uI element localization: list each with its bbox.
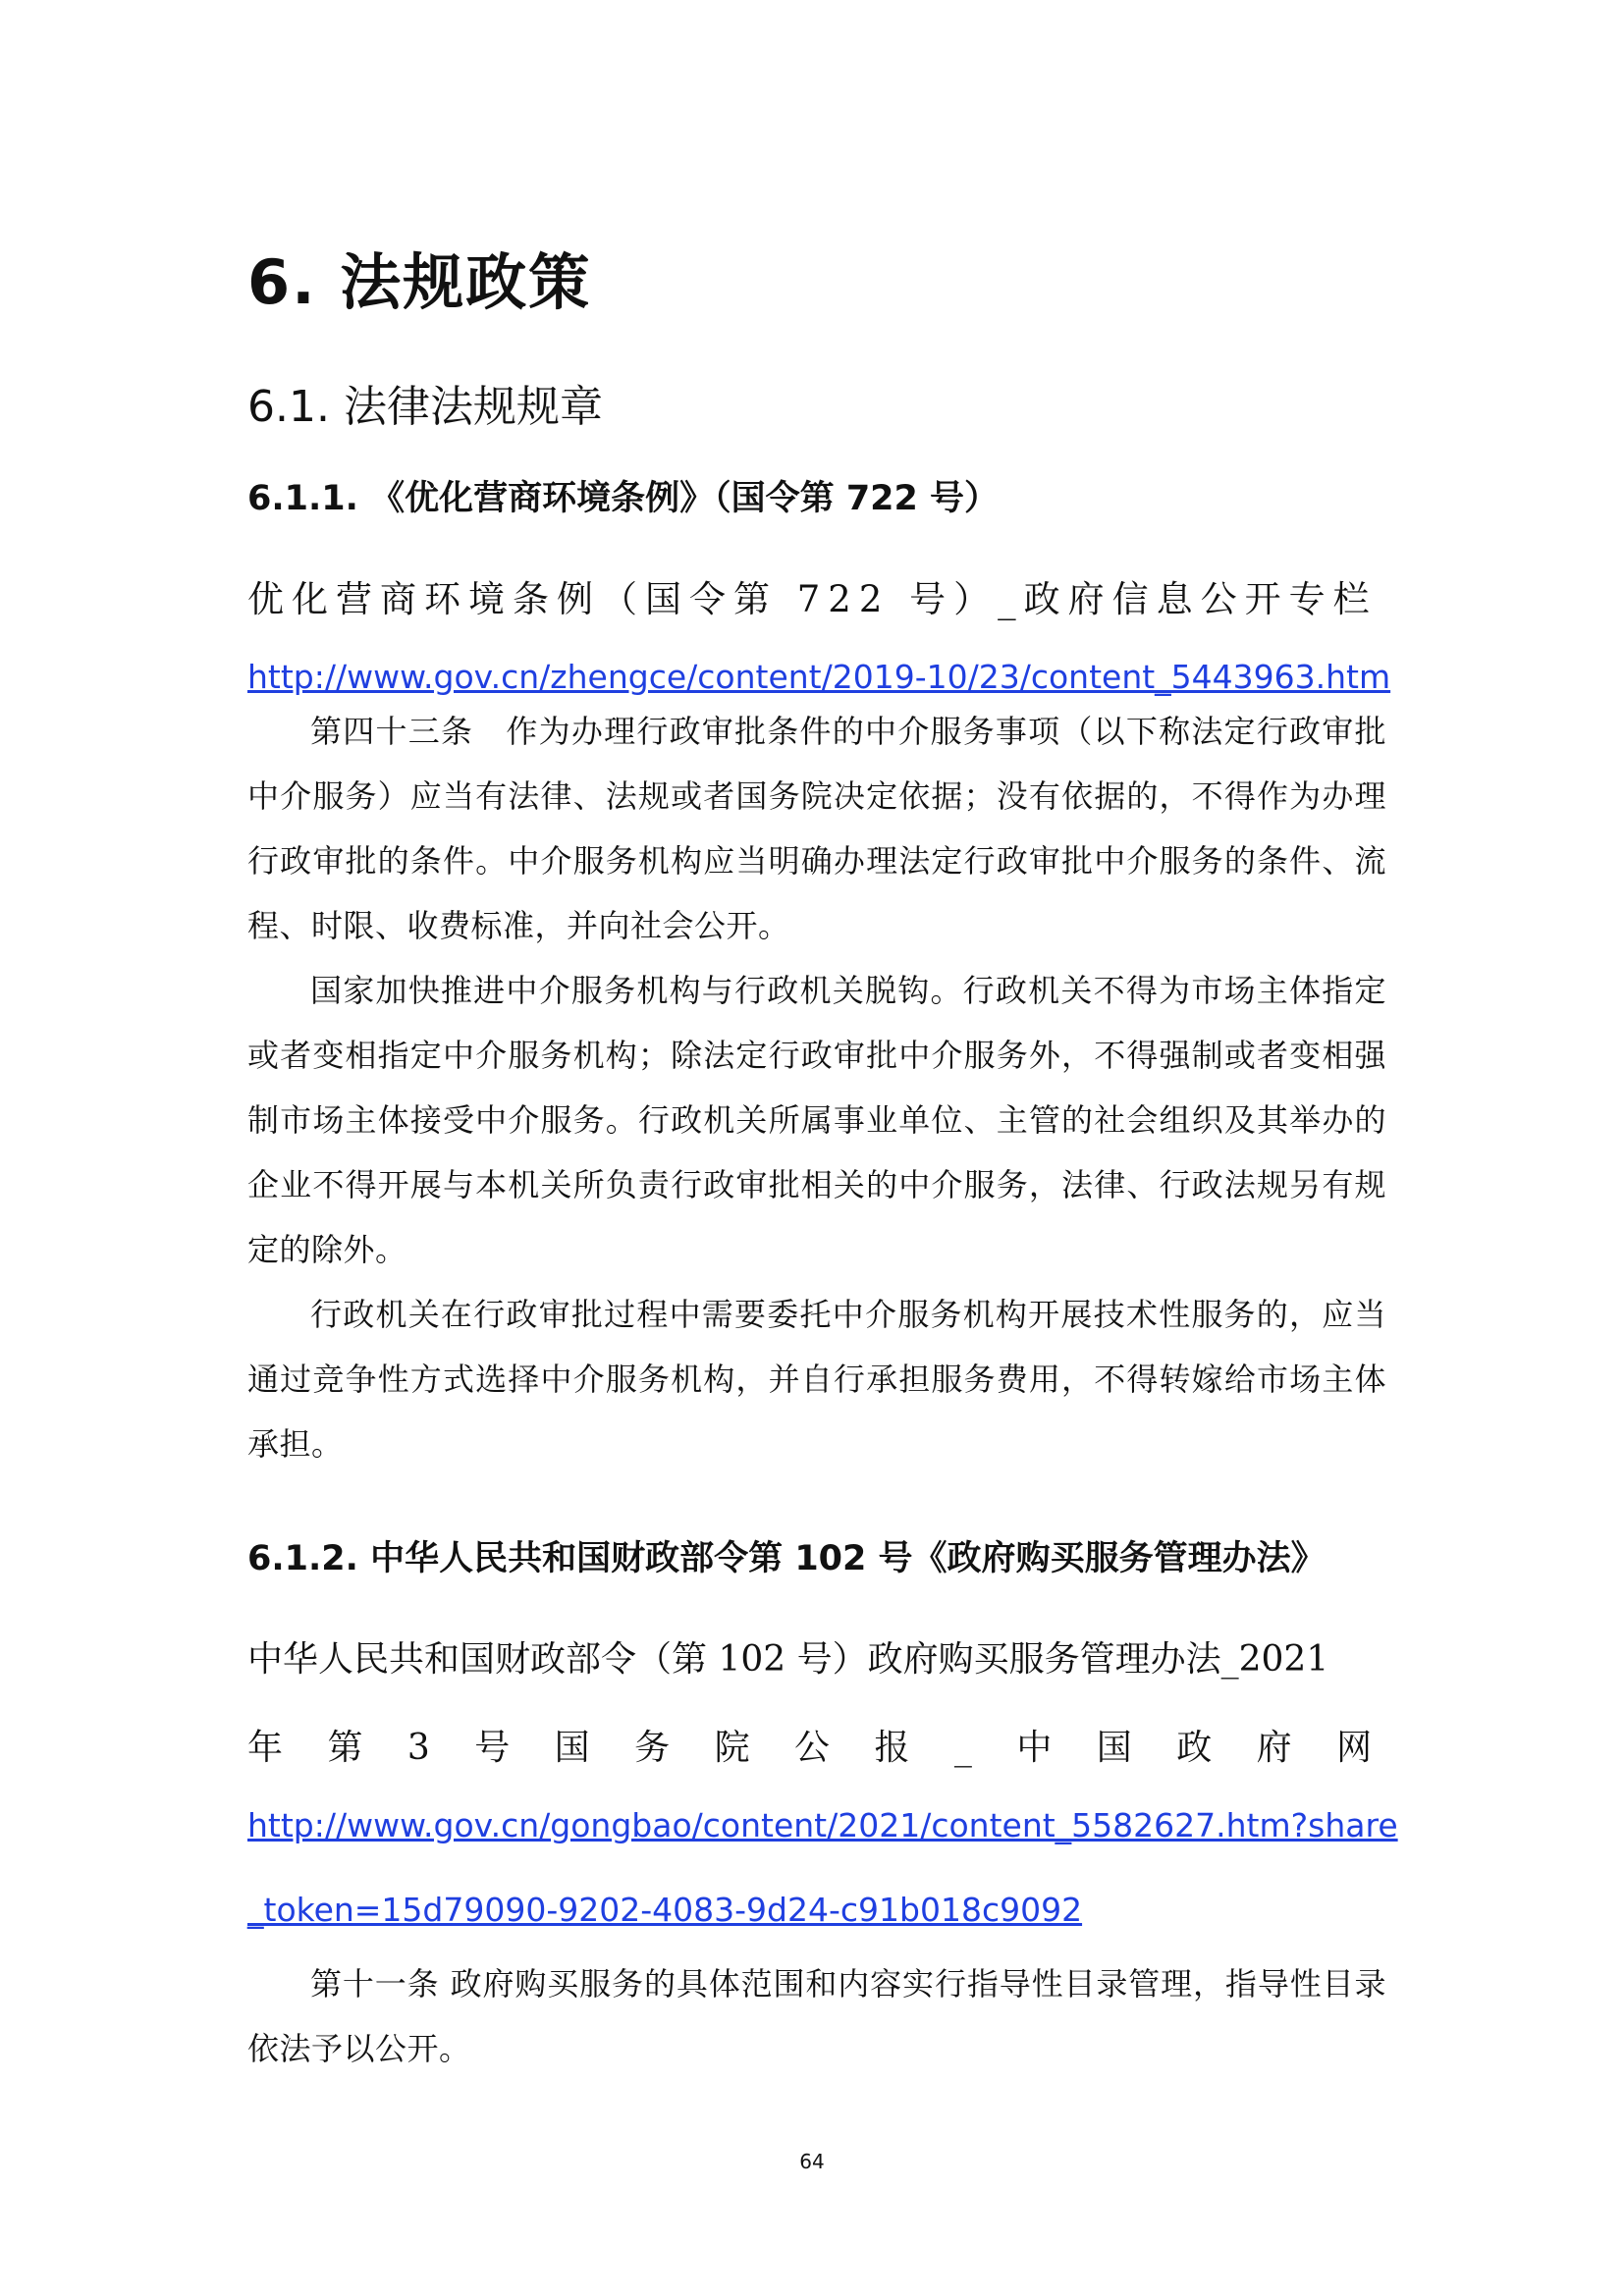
subsection-heading-6-1-2: 6.1.2. 中华人民共和国财政部令第 102 号《政府购买服务管理办法》 [247, 1539, 1326, 1578]
source-link-2-line1[interactable]: http://www.gov.cn/gongbao/content/2021/content_5582627.htm?share [247, 1806, 1398, 1844]
source-link-1[interactable]: http://www.gov.cn/zhengce/content/2019-10/23/content_5443963.htm [247, 658, 1391, 696]
source-title-2-line2: 年 第 3 号 国 务 院 公 报 _ 中 国 政 府 网 [247, 1728, 1373, 1768]
paragraph-technical-services: 行政机关在行政审批过程中需要委托中介服务机构开展技术性服务的，应当通过竞争性方式选择中介服务机构，并自行承担服务费用，不得转嫁给市场主体承担。 [247, 1296, 1386, 1463]
page-number: 64 [799, 2150, 825, 2173]
paragraph-decoupling: 国家加快推进中介服务机构与行政机关脱钩。行政机关不得为市场主体指定或者变相指定中介服务机构；除法定行政审批中介服务外，不得强制或者变相强制市场主体接受中介服务。行政机关所属事业单位、主管的社会组织及其举办的企业不得开展与本机关所负责行政审批相关的中介服务，法律、行政法规另有规定的除外。 [247, 972, 1386, 1268]
source-title-1: 优化营商环境条例（国令第 722 号）_政府信息公开专栏 [247, 578, 1378, 620]
chapter-heading: 6. 法规政策 [247, 246, 592, 318]
subsection-heading-6-1-1: 6.1.1. 《优化营商环境条例》（国令第 722 号） [247, 479, 1000, 518]
source-link-2-line2[interactable]: _token=15d79090-9202-4083-9d24-c91b018c9092 [247, 1891, 1083, 1929]
paragraph-article-11: 第十一条 政府购买服务的具体范围和内容实行指导性目录管理，指导性目录依法予以公开。 [247, 1965, 1386, 2067]
section-heading: 6.1. 法律法规规章 [247, 382, 603, 432]
source-title-2-line1: 中华人民共和国财政部令（第 102 号）政府购买服务管理办法_2021 [247, 1639, 1329, 1680]
paragraph-article-43: 第四十三条 作为办理行政审批条件的中介服务事项（以下称法定行政审批中介服务）应当有法律、法规或者国务院决定依据；没有依据的，不得作为办理行政审批的条件。中介服务机构应当明确办理法定行政审批中介服务的条件、流程、时限、收费标准，并向社会公开。 [247, 713, 1386, 944]
